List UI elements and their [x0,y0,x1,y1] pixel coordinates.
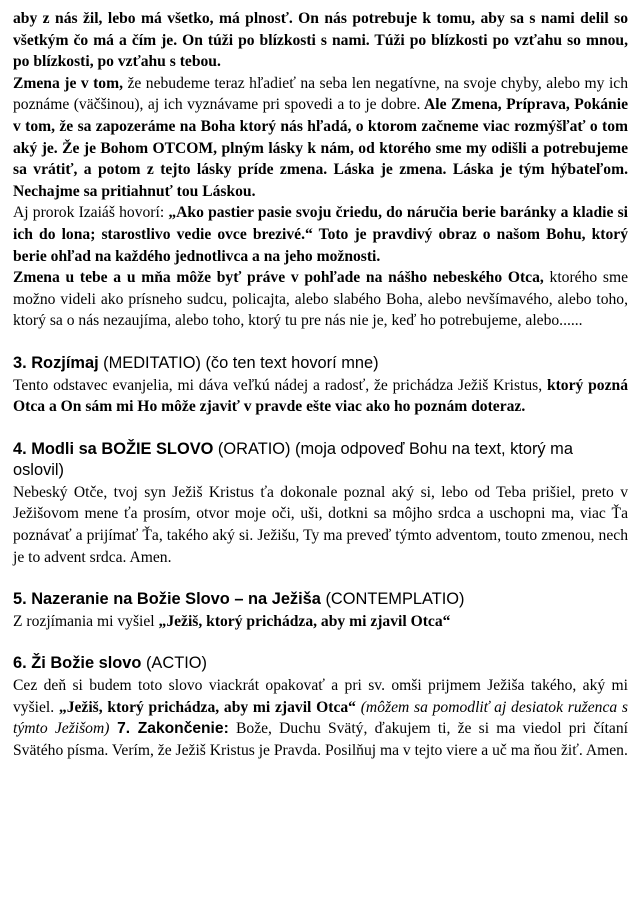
section-heading-4 [13,439,628,482]
heading-plain: (ORATIO) (moja odpoveď Bohu na text, ktorý ma oslovil) [13,439,573,480]
plain-text: Aj prorok Izaiáš hovorí: [13,204,169,222]
paragraph-oratio: Nebeský Otče, tvoj syn Ježiš Kristus ťa dokonale poznal aký si, lebo od Teba prišiel, preto v Ježišovom mene ťa prosím, otvor moje oči, uši, dotkni sa môjho srdca a uschopni ma, viac Ťa poznávať a prijímať Ťa, takého aký si. Ježišu, Ty ma preveď týmto adventom, touto zmenou, nech je to advent srdca. Amen. [13,483,628,566]
heading-plain: (MEDITATIO) (čo ten text hovorí mne) [98,353,379,372]
heading-plain: (CONTEMPLATIO) [320,590,465,609]
italic-note: (môžem sa pomodliť aj desiatok ruženca s týmto Ježišom) [13,698,628,738]
plain-text: Tento odstavec evanjelia, mi dáva veľkú nádej a radosť, že prichádza Ježiš Kristus, [13,376,547,394]
spacer [13,568,628,589]
spacer [13,632,628,653]
bold-quote: „Ako pastier pasie svoju čriedu, do náručia berie baránky a kladie si ich do lona; starostlivo vedie ovce brezivé.“ Toto je pravdivý obraz o našom Bohu, ktorý berie ohľad na každého jednotlivca a na jeho možnosti. [13,204,628,265]
section-heading-5 [13,589,628,611]
bold-text: Zmena je v tom, [13,74,123,92]
spacer [13,332,628,353]
spacer [13,418,628,439]
heading-bold: 6. Ži Božie slovo [13,654,142,673]
plain-text: Bože, Duchu Svätý, ďakujem ti, že si ma viedol pri čítaní Svätého písma. Verím, že Ježiš Kristus je Pravda. Posilňuj ma v tejto viere a uč ma ňou žiť. Amen. [13,720,628,759]
paragraph-izaias [13,202,628,267]
paragraph-meditatio [13,375,628,418]
heading-bold: 4. Modli sa [13,439,102,458]
bold-quote: „Ježiš, ktorý prichádza, aby mi zjavil Otca“ [58,698,356,716]
heading-bold: BOŽIE SLOVO [101,439,214,458]
plain-text: ktorého sme možno videli ako prísneho sudcu, policajta, alebo slabého Boha, alebo nevšímavého, alebo toho, ktorý sa o nás nezaujíma, alebo toho, ktorý tu pre nás nie je, keď ho potrebujeme, alebo...... [13,269,628,330]
bold-quote: „Ježiš, ktorý prichádza, aby mi zjavil Otca“ [158,612,451,630]
section-heading-6 [13,653,628,675]
bold-text: ktorý pozná Otca a On sám mi Ho môže zjaviť v pravde ešte viac ako ho poznám doteraz. [13,376,628,416]
heading-plain: (ACTIO) [141,654,207,673]
paragraph-actio [13,675,628,761]
heading-bold: 3. Rozjímaj [13,353,99,372]
section-heading-3 [13,353,628,375]
plain-text: Z rozjímania mi vyšiel [13,612,159,630]
bold-text: Zmena u tebe a u mňa môže byť práve v pohľade na nášho nebeského Otca, [13,269,544,287]
paragraph-otca [13,267,628,332]
paragraph-zmena [13,73,628,203]
heading-bold: 5. Nazeranie na Božie Slovo – na Ježiša [13,590,321,609]
plain-text: že nebudeme teraz hľadieť na seba len negatívne, na svoje chyby, alebo my ich poznáme (väčšinou), aj ich vyznávame pri spovedi a to je dobre. [13,74,629,114]
bold-text: Ale Zmena, Príprava, Pokánie v tom, že sa zapozeráme na Boha ktorý nás hľadá, o ktorom začneme viac rozmýšľať o tom aký je. Že je Bohom OTCOM, plným lásky k nám, od ktorého sme my odišli a potrebujeme sa vrátiť, a potom z tejto lásky príde zmena. Láska je zmena. Láska je tým hýbateľom. Nechajme sa pritiahnuť tou Láskou. [13,96,628,200]
paragraph-contemplatio [13,611,628,633]
paragraph-intro: aby z nás žil, lebo má všetko, má plnosť. On nás potrebuje k tomu, aby sa s nami delil so všetkým čo má a čím je. On túži po blízkosti s nami. Túži po blízkosti po vzťahu so mnou, po blízkosti, po vzťahu s tebou. [13,10,628,71]
plain-text: Cez deň si budem toto slovo viackrát opakovať a pri sv. omši prijmem Ježiša takého, aký mi vyšiel. [13,677,628,716]
section-heading-7: 7. Zakončenie: [109,720,229,738]
